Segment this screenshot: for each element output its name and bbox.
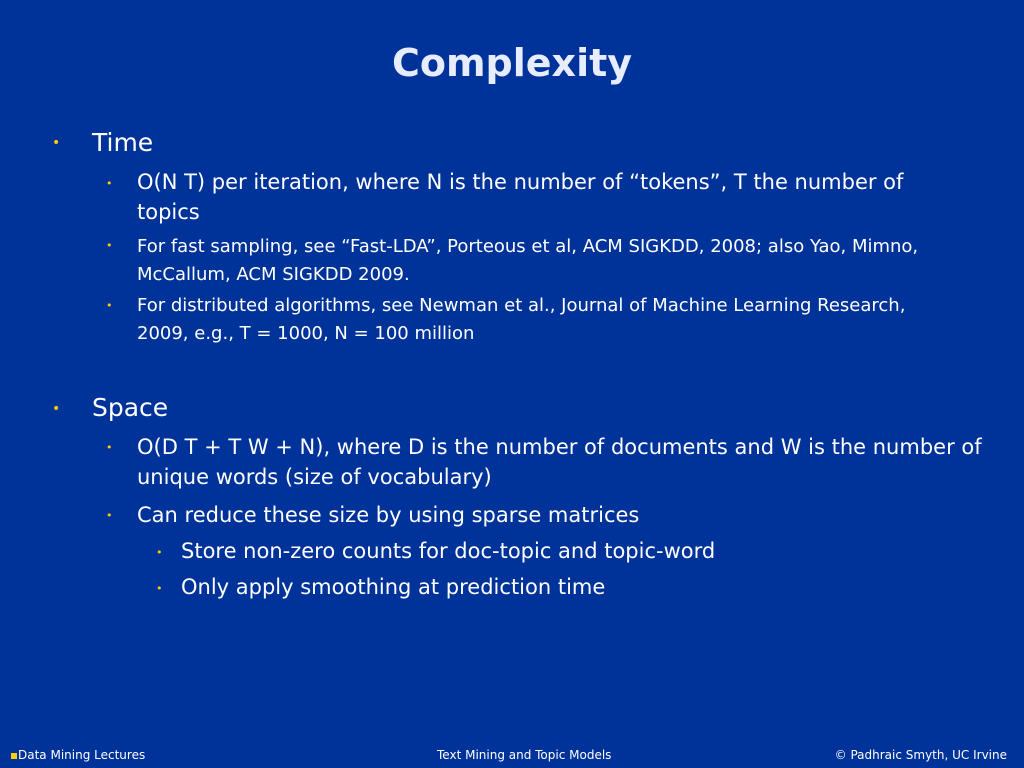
bullet-icon: • xyxy=(52,401,61,417)
section-heading-space: Space xyxy=(92,393,169,422)
list-item: For fast sampling, see “Fast-LDA”, Porteous et al, ACM SIGKDD, 2008; also Yao, Mimno, McCallum, ACM SIGKDD 2009. xyxy=(137,236,919,285)
footer-square-icon xyxy=(11,753,17,759)
list-item: O(N T) per iteration, where N is the number of “tokens”, T the number of topics xyxy=(137,170,904,224)
list-item: For distributed algorithms, see Newman et al., Journal of Machine Learning Research, 2009, e.g., T = 1000, N = 100 million xyxy=(137,295,906,344)
footer-left: Data Mining Lectures xyxy=(18,748,146,762)
bullet-icon: • xyxy=(106,239,113,252)
sub-list-item: Store non-zero counts for doc-topic and topic-word xyxy=(181,539,716,563)
slide-title: Complexity xyxy=(391,41,633,85)
bullet-icon: • xyxy=(52,135,61,151)
bullet-icon: • xyxy=(106,441,113,454)
footer-center: Text Mining and Topic Models xyxy=(437,748,612,762)
bullet-icon: • xyxy=(106,509,113,522)
sub-list-item: Only apply smoothing at prediction time xyxy=(181,575,606,599)
bullet-icon: • xyxy=(106,177,113,190)
bullet-icon: • xyxy=(106,299,113,312)
bullet-icon: • xyxy=(156,546,163,559)
section-heading-time: Time xyxy=(92,128,154,157)
list-item: O(D T + T W + N), where D is the number of documents and W is the number of unique words (size of vocabulary) xyxy=(137,435,982,489)
list-item: Can reduce these size by using sparse matrices xyxy=(137,503,640,527)
bullet-icon: • xyxy=(156,582,163,595)
footer-right: © Padhraic Smyth, UC Irvine xyxy=(834,748,1007,762)
